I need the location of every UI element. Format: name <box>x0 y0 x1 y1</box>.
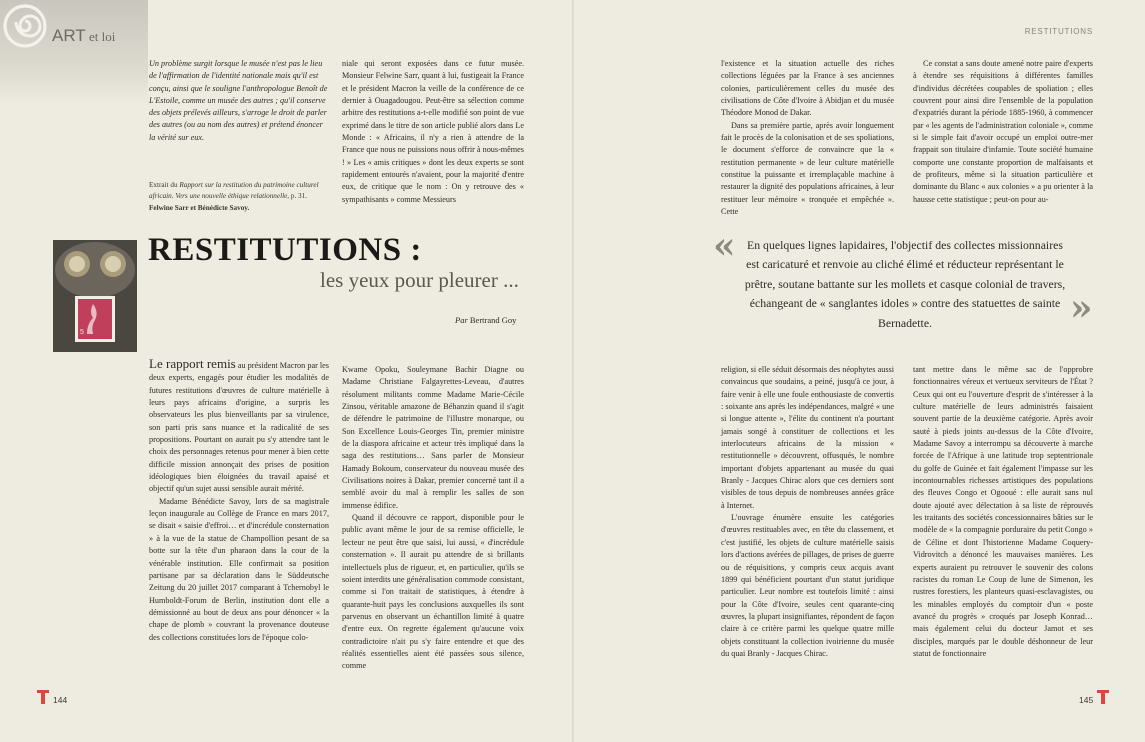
page-gutter <box>572 0 574 742</box>
t-logo-icon <box>1097 690 1109 704</box>
mask-stamp-image <box>53 240 137 352</box>
column-left-bottom-1 <box>149 358 329 644</box>
paragraph: Ce constat a sans doute amené notre paire d'experts à étendre ses réquisitions à différentes familles d'individus décrétées coupables de spoliation ; elles couvrent pour ainsi dire l'ensemble de la population d'expatriés durant la période 1885-1960, à commencer par « les agents de l'administration coloniale », comme si le simple fait d'avoir occupé un emploi outre-mer frappait son titulaire d'infamie. Toute société humaine comporte une constante proportion de malfaisants et de profiteurs, même si la situation particulière et dominante du Blanc « aux colonies » a pu orienter à la hausse cette statistique ; peut-on pour au- <box>913 59 1093 204</box>
epigraph-source-page: , p. 31. <box>287 192 308 201</box>
article-title: RESTITUTIONS : <box>148 232 422 268</box>
column-right-top-2 <box>913 58 1093 206</box>
column-right-top-1 <box>721 58 894 218</box>
pull-quote: En quelques lignes lapidaires, l'objectif des collectes missionnaires est caricaturé et renvoie au cliché élimé et réducteur représentant le prêtre, soutane battante sur les mollets et casque colonial de travers, échangeant de « sanglantes idoles » contre des statuettes de sainte Bernadette. <box>744 238 1066 330</box>
lead-in: Le rapport remis <box>149 356 236 371</box>
paragraph: Quand il découvre ce rapport, disponible pour le public avant même le jour de sa remise officielle, le lecteur ne peut être que saisi, lui aussi, « d'incrédule consternation ». Il aurait pu attendre de si brillants intellectuels plus de rigueur, et, en particulier, qu'ils se soient interdits une généralisation commode consistant, comme si l'on traitait de statistiques, à étendre à quarante-huit pays les conclusions auxquelles ils sont parvenus en observant un échantillon limité à quatre d'entre eux. On regrette également qu'aucune voix contradictoire n'ait pu s'y faire entendre et que des réalités essentielles aient été passées sous silence, comme <box>342 513 524 671</box>
running-head: RESTITUTIONS <box>1024 27 1093 36</box>
paragraph: l'existence et la situation actuelle des riches collections léguées par la France à ses anciennes colonies, particulièrement celles du musée des civilisations de Côte d'Ivoire à Abidjan et du musée Théodore Monod de Dakar. <box>721 59 894 118</box>
close-quote-icon: » <box>1070 287 1093 329</box>
t-logo-icon <box>37 690 49 704</box>
paragraph: Dans sa première partie, après avoir longuement fait le procès de la colonisation et de ses spoliations, le document s'efforce de convaincre que la « restitution permanente » de leur culture matérielle constitue la puissante et irremplaçable machine à restaurer la dignité des populations africaines, à leur restituer leur mémoire « tronquée et empêchée ». Cette <box>721 120 894 217</box>
article-photo <box>53 240 137 352</box>
paragraph: L'ouvrage énumère ensuite les catégories d'œuvres restituables avec, en tête du classement, et c'est justifié, les objets de culture matérielle saisis lors d'actions avérées de pillages, de prises de guerre ou de réquisitions, y compris ceux acquis avant 1899 qui bénéficient pourtant d'un statut juridique particulier. Leur nombre est toutefois limité : ainsi pour la Côte d'Ivoire, seules cent quarante-cinq œuvres, la plupart insignifiantes, répondent de façon claire à ce critère parmi les quelque quatre mille objets constituant la collection ivoirienne du musée du quai Branly - Jacques Chirac. <box>721 513 894 658</box>
epigraph-source-authors: Felwine Sarr et Bénédicte Savoy. <box>149 203 250 212</box>
page-number-left: 144 <box>53 695 68 705</box>
epigraph-source-prefix: Extrait du <box>149 181 180 189</box>
open-quote-icon: « <box>713 225 736 267</box>
byline-prefix: Par <box>455 315 468 325</box>
paragraph <box>149 358 329 496</box>
byline <box>455 315 516 325</box>
section-title-sub: et loi <box>85 29 116 44</box>
column-left-top-2 <box>342 58 524 206</box>
paragraph: religion, si elle séduit désormais des néophytes aussi convaincus que soudains, a peiné, jusqu'à ce jour, à faire venir à elle une foule enthousiaste de convertis : soixante ans après les indépendances, malgré « une si longue attente », l'élite du continent n'a pourtant jamais songé à constituer de collections et les interlocuteurs africains de la mission « restitutionnelle » découvrent, offusqués, le nombre important d'objets appartenant au musée du quai Branly - Jacques Chirac alors que ces derniers sont visibles de tous depuis de nombreuses années grâce à Internet. <box>721 365 894 510</box>
svg-text:5: 5 <box>80 329 84 336</box>
page-number-right: 145 <box>1079 695 1094 705</box>
section-title-main: ART <box>52 26 86 45</box>
byline-author: Bertrand Goy <box>467 315 517 325</box>
column-left-bottom-2 <box>342 364 524 673</box>
section-title <box>52 26 115 46</box>
article-subtitle: les yeux pour pleurer ... <box>320 268 519 292</box>
epigraph-source-title: Rapport sur la restitution du patrimoine culturel africain. Vers une nouvelle éthique relationnelle <box>149 181 319 201</box>
paragraph: Madame Bénédicte Savoy, lors de sa magistrale leçon inaugurale au Collège de France en mars 2017, se disait « saisie d'effroi… et d'incrédule consternation » à la vue de la statue de Champollion pesant de sa botte sur la tête d'un pharaon dans la cour de la vénérable institution. Elle confirmait sa position partisane par sa déclaration dans le Süddeutsche Zeitung du 20 juillet 2017 comparant à Tchernobyl le Humboldt-Forum de Berlin, institution dont elle a démissionné au bout de deux ans pour dénoncer « la chape de plomb » couvrant la provenance douteuse des collections constituées lors de l'époque colo- <box>149 496 329 642</box>
column-right-bottom-2 <box>913 364 1093 660</box>
paragraph: tant mettre dans le même sac de l'opprobre fonctionnaires véreux et vertueux serviteurs de l'État ? Ceux qui ont eu l'ouverture d'esprit de s'intéresser à la culture matérielle de leurs administrés faisaient souvent partie de la deuxième catégorie. Après avoir sauté à pieds joints au-dessus de la Côte d'Ivoire, Madame Savoy a interrompu sa découverte à marche forcée de l'Afrique à une latitude trop septentrionale du golfe de Guinée et fait également l'impasse sur les incontournables richesses artistiques des populations des fleuves Congo et Ogooué : elle aurait sans nul doute ajouté avec délectation à sa liste de réprouvés les traitants des sociétés concessionnaires bâties sur le modèle de « la compagnie porduraire du petit Congo » de Céline et dont l'historienne Madame Coquery-Vidrovitch a dénoncé les mauvaises manières. Les experts auraient pu retrouver le souvenir des colons racistes du roman Le Coup de lune de Simenon, les rustres forestiers, les planteurs quasi-esclavagistes, ou les minables employés du comptoir d'un « poste avancé du progrès » croqués par Joseph Konrad… mais également celui du docteur Jamot et ses disciples, marqués par le double déshonneur de leur statut de fonctionnaire <box>913 365 1093 658</box>
epigraph: Un problème surgit lorsque le musée n'est pas le lieu de l'affirmation de l'identité nationale mais qu'il est conçu, ainsi que le souligne l'anthropologue Benoît de L'Estoile, comme un musée des autres ; qu'il conserve des objets prélevés ailleurs, s'arroge le droit de parler des autres (ou au nom des autres) et prétend énoncer la vérité sur eux. <box>149 59 328 142</box>
section-badge <box>0 0 148 104</box>
epigraph-source <box>149 180 329 214</box>
paragraph: Kwame Opoku, Souleymane Bachir Diagne ou Madame Christiane Falgayrettes-Leveau, d'autres résolument militants comme Madame Marie-Cécile Zinsou, véritable amazone de Béhanzin quand il s'agit de défendre le patrimoine de l'illustre monarque, ou Son Excellence Louis-Georges Tin, premier ministre de la diaspora africaine et acteur très impliqué dans la saga des restitutions… Sans parler de Monsieur Hamady Bokoum, conservateur du nouveau musée des Civilisations noires à Dakar, premier concerné tant il a semblé avoir du mal à remplir les salles de son immense édifice. <box>342 365 524 510</box>
paragraph-text: au président Macron par les deux experts, engagés pour étudier les modalités de futures restitutions d'œuvres de culture matérielle à leurs pays africains d'origine, a surpris les observateurs les plus bienveillants par sa virulence, son parti pris sans nuance et la radicalité de ses propositions. Pourtant on aurait pu s'y attendre tant le choix des personnages retenus pour mener à bien cette difficile mission annonçait des prises de position idéologiques bien éloignées du travail apaisé et objectif qu'un sujet aussi sensible aurait mérité. <box>149 361 329 494</box>
paragraph: niale qui seront exposées dans ce futur musée. Monsieur Felwine Sarr, quant à lui, fustigeait la France et le président Macron la veille de la conférence de ce dernier à Ouagadougou. Peut-être sa sélection comme arbitre des restitutions a-t-elle modifié son point de vue exprimé dans le titre de son article publié alors dans Le Monde : « Africains, il n'y a rien à attendre de la France que nous ne puissions nous offrir à nous-mêmes ! » Les « amis critiques » dont les deux experts se sont rapidement entourés n'avaient, pour la majorité d'entre eux, de critique que le nom : On y retrouve des « sympathisants » comme Messieurs <box>342 59 524 204</box>
column-right-bottom-1 <box>721 364 894 660</box>
spiral-logo-icon <box>3 4 47 48</box>
